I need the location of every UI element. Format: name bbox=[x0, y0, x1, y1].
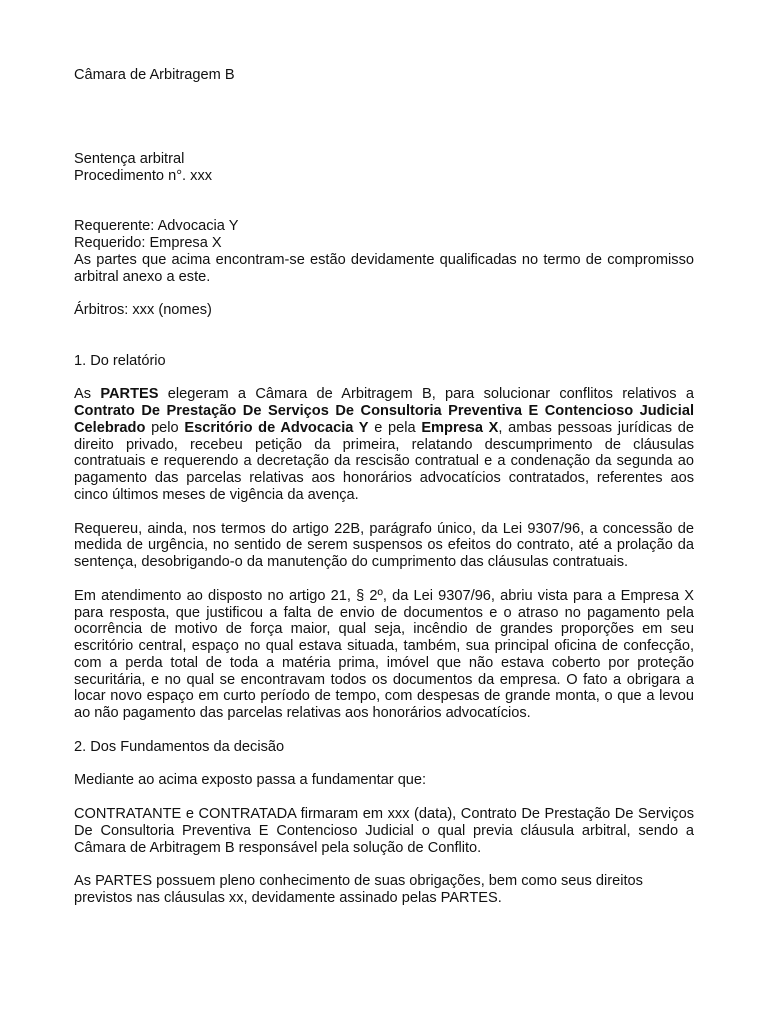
parties-qualification: As partes que acima encontram-se estão devidamente qualificadas no termo de compromisso arbitral anexo a este. bbox=[74, 251, 694, 285]
spacer bbox=[74, 319, 694, 353]
respondent: Requerido: Empresa X bbox=[74, 234, 222, 251]
document-title: Sentença arbitral bbox=[74, 150, 185, 167]
spacer bbox=[74, 856, 694, 873]
spacer bbox=[74, 369, 694, 386]
spacer bbox=[74, 789, 694, 806]
spacer bbox=[74, 571, 694, 588]
arbitrators: Árbitros: xxx (nomes) bbox=[74, 302, 212, 319]
report-paragraph-1: As PARTES elegeram a Câmara de Arbitragem B, para solucionar conflitos relativos a Contrato De Prestação De Serviços De Consultoria Preventiva E Contencioso Judicial Celebrado pelo Escritório de Advocacia Y e pela Empresa X, ambas pessoas jurídicas de direito privado, recebeu petição da primeira, relatando descumprimento de cláusulas contratuais e requerendo a decretação da rescisão contratual e a condenação da segunda ao pagamento das parcelas relativas aos honorários advocatícios contratados, referentes aos cinco últimos meses de vigência da avença. bbox=[74, 386, 694, 503]
bold-term: Contrato De Prestação De Serviços De Consultoria Preventiva E Contencioso Judicial Celebrado bbox=[74, 402, 694, 436]
section-heading-report: 1. Do relatório bbox=[74, 352, 166, 369]
report-paragraph-2: Requereu, ainda, nos termos do artigo 22B, parágrafo único, da Lei 9307/96, a concessão de medida de urgência, no sentido de serem suspensos os efeitos do contrato, até a prolação da sentença, desobrigando-o da manutenção do cumprimento das cláusulas contratuais. bbox=[74, 520, 694, 571]
spacer bbox=[74, 285, 694, 302]
bold-term: Escritório de Advocacia Y bbox=[184, 419, 369, 436]
bold-term: PARTES bbox=[100, 386, 159, 403]
document-page bbox=[74, 67, 694, 907]
spacer bbox=[74, 504, 694, 521]
grounds-paragraph-2-line-2: previstos nas cláusulas xx, devidamente assinado pelas PARTES. bbox=[74, 890, 502, 907]
bold-term: Empresa X bbox=[421, 419, 499, 436]
grounds-paragraph-1: CONTRATANTE e CONTRATADA firmaram em xxx (data), Contrato De Prestação De Serviços De Consultoria Preventiva E Contencioso Judicial o qual previa cláusula arbitral, sendo a Câmara de Arbitragem B responsável pela solução de Conflito. bbox=[74, 806, 694, 856]
spacer bbox=[74, 756, 694, 773]
spacer bbox=[74, 722, 694, 739]
spacer bbox=[74, 134, 694, 151]
chamber-name: Câmara de Arbitragem B bbox=[74, 67, 235, 83]
procedure-number: Procedimento n°. xxx bbox=[74, 167, 213, 184]
report-paragraph-3: Em atendimento ao disposto no artigo 21, § 2º, da Lei 9307/96, abriu vista para a Empresa X para resposta, que justificou a falta de envio de documentos e o atraso no pagamento pela ocorrência de motivo de força maior, qual seja, incêndio de grandes proporções em seu escritório central, espaço no qual estava situada, também, sua principal oficina de confecção, com a perda total de toda a matéria prima, imóvel que não estava coberto por proteção securitária, e no qual se encontravam todos os documentos da empresa. O fato a obrigara a locar novo espaço em curto período de tempo, com despesas de grande monta, o que a levou ao não pagamento das parcelas relativas aos honorários advocatícios. bbox=[74, 587, 694, 722]
section-heading-grounds: 2. Dos Fundamentos da decisão bbox=[74, 738, 285, 755]
claimant: Requerente: Advocacia Y bbox=[74, 218, 239, 235]
spacer bbox=[74, 84, 694, 134]
grounds-paragraph-2-line-1: As PARTES possuem pleno conhecimento de suas obrigações, bem como seus direitos bbox=[74, 873, 643, 890]
spacer bbox=[74, 185, 694, 219]
grounds-intro: Mediante ao acima exposto passa a fundamentar que: bbox=[74, 772, 427, 789]
